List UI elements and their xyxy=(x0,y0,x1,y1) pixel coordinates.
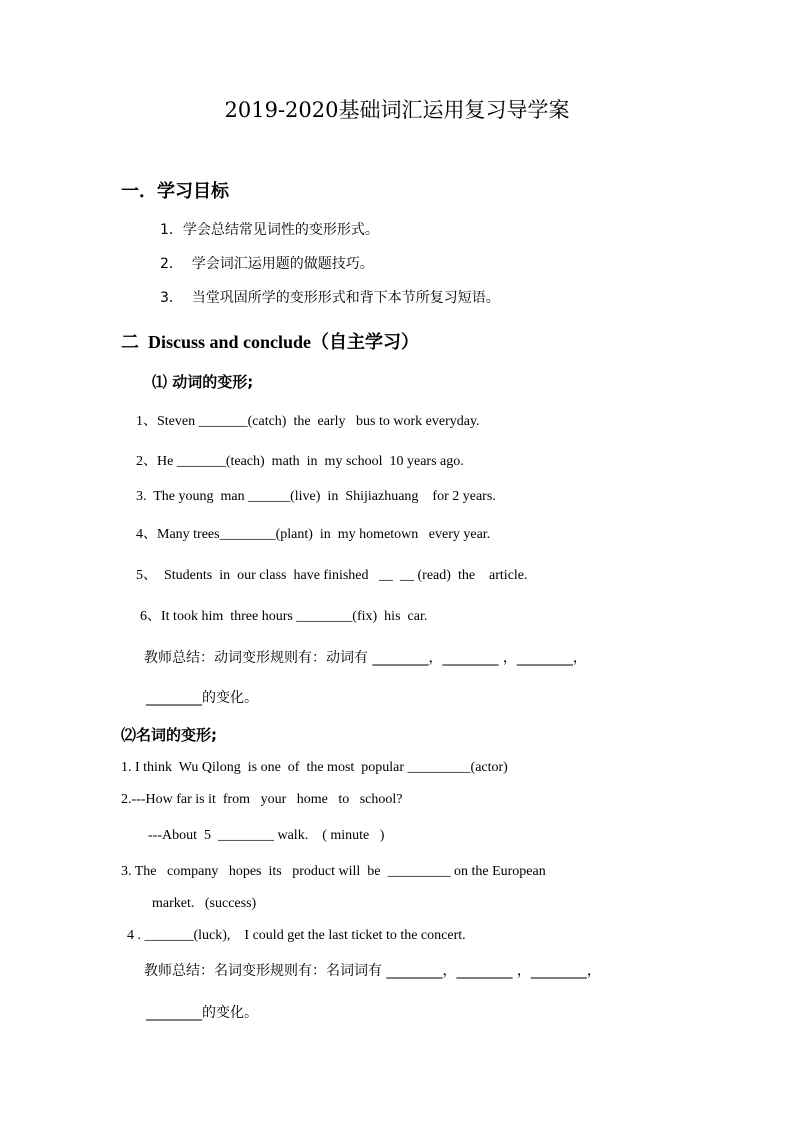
exercise-item: 2、He _______(teach) math in my school 10 years ago. xyxy=(136,454,464,469)
teacher-summary-verb-cont: ________的变化。 xyxy=(146,690,258,706)
exercise-item: ---About 5 ________ walk. ( minute ) xyxy=(148,828,385,843)
teacher-summary-noun-cont: ________的变化。 xyxy=(146,1005,258,1021)
exercise-item: 1. I think Wu Qilong is one of the most popular _________(actor) xyxy=(121,760,508,775)
exercise-item: 4 . _______(luck), I could get the last ticket to the concert. xyxy=(127,928,466,943)
exercise-item: market. (success) xyxy=(152,896,257,911)
exercise-item: 5、 Students in our class have finished __ __ (read) the article. xyxy=(136,568,528,583)
section-heading-discuss: 二 Discuss and conclude（自主学习） xyxy=(121,332,420,352)
exercise-item: 3. The young man ______(live) in Shijiazhuang for 2 years. xyxy=(136,489,496,504)
exercise-item: 3. The company hopes its product will be _________ on the European xyxy=(121,864,546,879)
exercise-item: 4、Many trees________(plant) in my hometown every year. xyxy=(136,527,491,542)
teacher-summary-verb: 教师总结：动词变形规则有：动词有 ________，________ ，________， xyxy=(144,650,587,666)
subheading-noun: ⑵名词的变形; xyxy=(121,726,217,744)
exercise-item: 2.---How far is it from your home to school? xyxy=(121,792,403,807)
exercise-item: 1、Steven _______(catch) the early bus to work everyday. xyxy=(136,414,480,429)
subheading-verb: ⑴ 动词的变形; xyxy=(152,373,254,391)
exercise-item: 6、It took him three hours ________(fix) his car. xyxy=(140,609,428,624)
document-title: 2019-2020基础词汇运用复习导学案 xyxy=(224,98,570,122)
goal-item: 3． 当堂巩固所学的变形形式和背下本节所复习短语。 xyxy=(160,290,500,306)
teacher-summary-noun: 教师总结：名词变形规则有：名词词有 ________，________ ，________， xyxy=(144,963,601,979)
goal-item: 2． 学会词汇运用题的做题技巧。 xyxy=(160,256,374,272)
section-heading-goals: 一．学习目标 xyxy=(121,181,229,202)
goal-item: 1．学会总结常见词性的变形形式。 xyxy=(160,222,379,238)
